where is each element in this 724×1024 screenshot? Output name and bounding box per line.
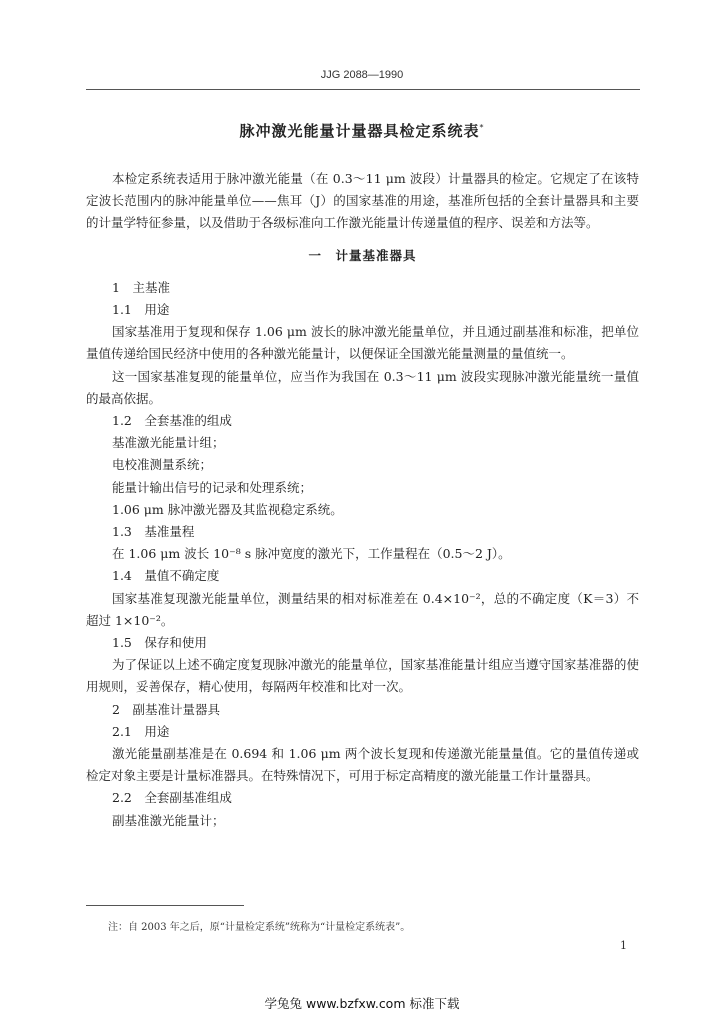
section-heading-1: 一 计量基准器具 (308, 247, 417, 263)
clause-1-4: 1.4 量值不确定度 (112, 568, 220, 584)
component-item: 1.06 μm 脉冲激光器及其监视稳定系统。 (112, 501, 343, 517)
clause-2-1: 2.1 用途 (112, 723, 170, 739)
page-header: JJG 2088—1990 (320, 69, 404, 81)
clause-2-2-item: 副基准激光能量计； (112, 812, 225, 828)
component-item: 电校准测量系统； (112, 457, 213, 473)
clause-1-3: 1.3 基准量程 (112, 524, 195, 540)
clause-1-1: 1.1 用途 (112, 302, 170, 318)
clause-1: 1 主基准 (112, 279, 170, 295)
clause-1-3-para: 在 1.06 μm 波长 10⁻⁸ s 脉冲宽度的激光下，工作量程在（0.5～2 J）。 (112, 546, 511, 562)
clause-1-5-para: 为了保证以上述不确定度复现脉冲激光的能量单位，国家基准能量计组应当遵守国家基准器的使用规则，妥善保存，精心使用，每隔两年校准和比对一次。 (86, 657, 639, 695)
title-text: 脉冲激光能量计量器具检定系统表 (239, 122, 480, 140)
clause-1-2: 1.2 全套基准的组成 (112, 413, 232, 429)
component-item: 能量计输出信号的记录和处理系统； (112, 479, 313, 495)
intro-paragraph: 本检定系统表适用于脉冲激光能量（在 0.3～11 μm 波段）计量器具的检定。它规定了在该特定波长范围内的脉冲能量单位——焦耳（J）的国家基准的用途，基准所包括的全套计量器具和主要的计量学特征参量，以及借助于各级标准向工作激光能量计传递量值的程序、误差和方法等。 (86, 171, 639, 231)
document-body (86, 168, 639, 832)
page-number: 1 (620, 939, 627, 952)
footnote-rule (86, 905, 244, 906)
clause-1-1-para-2: 这一国家基准复现的能量单位，应当作为我国在 0.3～11 μm 波段实现脉冲激光能量统一量值的最高依据。 (86, 368, 639, 406)
watermark-link[interactable]: 学兔兔 www.bzfxw.com 标准下载 (264, 996, 460, 1011)
component-item: 基准激光能量计组； (112, 435, 225, 451)
title-footnote-mark: * (479, 123, 485, 132)
clause-2-1-para: 激光能量副基准是在 0.694 和 1.06 μm 两个波长复现和传递激光能量量值。它的量值传递或检定对象主要是计量标准器具。在特殊情况下，可用于标定高精度的激光能量工作计量器具。 (86, 746, 639, 784)
clause-1-4-para: 国家基准复现激光能量单位，测量结果的相对标准差在 0.4×10⁻²，总的不确定度（K＝3）不超过 1×10⁻²。 (86, 590, 639, 628)
header-rule (86, 89, 640, 90)
document-title (0, 120, 724, 141)
clause-2-2: 2.2 全套副基准组成 (112, 790, 232, 806)
clause-1-1-para-1: 国家基准用于复现和保存 1.06 μm 波长的脉冲激光能量单位，并且通过副基准和标准，把单位量值传递给国民经济中使用的各种激光能量计，以便保证全国激光能量测量的量值统一。 (86, 324, 639, 362)
clause-1-5: 1.5 保存和使用 (112, 635, 207, 651)
footnote: 注：自 2003 年之后，原“计量检定系统”统称为“计量检定系统表”。 (108, 922, 411, 933)
clause-2: 2 副基准计量器具 (112, 701, 220, 717)
